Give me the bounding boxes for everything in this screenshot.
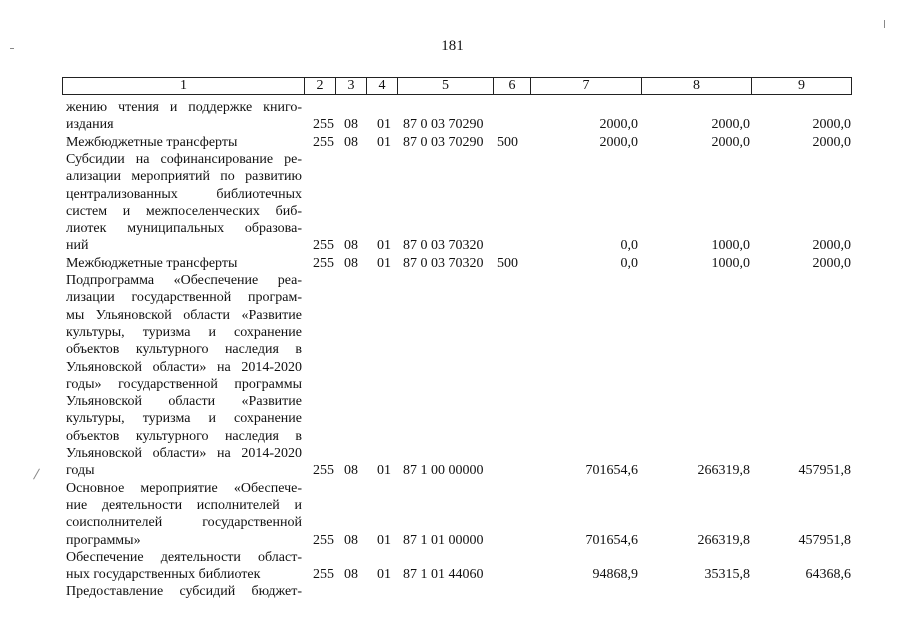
- cell-c9: 457951,8: [798, 463, 851, 479]
- row-description: объектов культурного наследия в: [66, 342, 302, 358]
- table-row: [0, 341, 905, 359]
- row-description: Подпрограмма «Обеспечение реа-: [66, 273, 302, 288]
- table-row: [0, 324, 905, 342]
- row-description: культуры, туризма и сохранение: [66, 411, 302, 427]
- scan-artifact: [884, 20, 885, 28]
- row-description: Межбюджетные трансферты: [66, 134, 238, 150]
- row-description: систем и межпоселенческих биб-: [66, 203, 302, 219]
- table-header: [62, 77, 852, 95]
- header-cell-1: 1: [63, 78, 305, 94]
- cell-c3: 08: [344, 532, 358, 548]
- cell-c8: 2000,0: [711, 134, 750, 150]
- cell-c2: 255: [313, 117, 334, 133]
- table-row: [0, 307, 905, 325]
- row-description: культуры, туризма и сохранение: [66, 324, 302, 340]
- table-row: [0, 376, 905, 394]
- header-cell-2: 2: [305, 78, 336, 94]
- cell-c5: 87 0 03 70320: [403, 255, 484, 271]
- cell-c5: 87 1 01 00000: [403, 532, 484, 548]
- cell-c7: 0,0: [620, 238, 638, 254]
- cell-c2: 255: [313, 255, 334, 271]
- row-description: ние деятельности исполнителей и: [66, 497, 302, 513]
- row-description: Субсидии на софинансирование ре-: [66, 151, 302, 167]
- cell-c5: 87 0 03 70290: [403, 117, 484, 133]
- row-description: ных государственных библиотек: [66, 567, 261, 583]
- table-row: [0, 480, 905, 498]
- table-row: [0, 116, 905, 134]
- cell-c3: 08: [344, 117, 358, 133]
- cell-c8: 266319,8: [697, 463, 750, 479]
- cell-c7: 2000,0: [599, 134, 638, 150]
- table-row: [0, 99, 905, 117]
- cell-c9: 64368,6: [805, 567, 851, 583]
- cell-c7: 94868,9: [592, 567, 638, 583]
- cell-c3: 08: [344, 567, 358, 583]
- cell-c8: 1000,0: [711, 238, 750, 254]
- row-description: Основное мероприятие «Обеспече-: [66, 480, 302, 496]
- page-number: 181: [441, 38, 464, 54]
- cell-c7: 0,0: [620, 255, 638, 271]
- row-description: ний: [66, 238, 89, 254]
- cell-c2: 255: [313, 567, 334, 583]
- cell-c8: 2000,0: [711, 117, 750, 133]
- table-row: [0, 462, 905, 480]
- cell-c3: 08: [344, 255, 358, 271]
- row-description: Межбюджетные трансферты: [66, 255, 238, 271]
- row-description: соисполнителей государственной: [66, 515, 302, 531]
- table-row: [0, 203, 905, 221]
- table-row: [0, 393, 905, 411]
- scan-artifact: [10, 48, 14, 49]
- table-row: [0, 186, 905, 204]
- table-row: [0, 168, 905, 186]
- table-row: [0, 134, 905, 152]
- table-row: [0, 445, 905, 463]
- row-description: централизованных библиотечных: [66, 186, 302, 202]
- header-cell-3: 3: [336, 78, 367, 94]
- cell-c5: 87 1 00 00000: [403, 463, 484, 479]
- table-row: [0, 410, 905, 428]
- cell-c7: 701654,6: [585, 532, 638, 548]
- cell-c8: 35315,8: [704, 567, 750, 583]
- table-row: [0, 237, 905, 255]
- table-row: [0, 583, 905, 601]
- table-row: [0, 514, 905, 532]
- header-cell-6: 6: [494, 78, 531, 94]
- row-description: Предоставление субсидий бюджет-: [66, 584, 302, 600]
- cell-c9: 2000,0: [812, 255, 851, 271]
- cell-c4: 01: [377, 117, 391, 133]
- cell-c2: 255: [313, 463, 334, 479]
- table-row: [0, 359, 905, 377]
- cell-c4: 01: [377, 463, 391, 479]
- cell-c7: 2000,0: [599, 117, 638, 133]
- cell-c3: 08: [344, 463, 358, 479]
- cell-c8: 1000,0: [711, 255, 750, 271]
- cell-c4: 01: [377, 532, 391, 548]
- row-description: программы»: [66, 532, 141, 548]
- row-description: Ульяновской области» на 2014-2020: [66, 359, 302, 375]
- cell-c5: 87 0 03 70290: [403, 134, 484, 150]
- row-description: ализации мероприятий по развитию: [66, 169, 302, 185]
- cell-c3: 08: [344, 134, 358, 150]
- cell-c7: 701654,6: [585, 463, 638, 479]
- cell-c2: 255: [313, 134, 334, 150]
- table-row: [0, 255, 905, 273]
- cell-c4: 01: [377, 134, 391, 150]
- table-row: [0, 428, 905, 446]
- cell-c2: 255: [313, 532, 334, 548]
- cell-c2: 255: [313, 238, 334, 254]
- row-description: Ульяновской области» на 2014-2020: [66, 446, 302, 461]
- header-cell-7: 7: [531, 78, 642, 94]
- table-row: [0, 566, 905, 584]
- cell-c9: 2000,0: [812, 238, 851, 254]
- row-description: издания: [66, 117, 114, 133]
- table-row: [0, 272, 905, 290]
- cell-c9: 2000,0: [812, 134, 851, 150]
- table-row: [0, 532, 905, 550]
- table-row: [0, 289, 905, 307]
- header-cell-9: 9: [798, 78, 805, 93]
- cell-c9: 457951,8: [798, 532, 851, 548]
- cell-c6: 500: [497, 255, 518, 271]
- header-cell-4: 4: [367, 78, 398, 94]
- table-row: [0, 549, 905, 567]
- cell-c5: 87 0 03 70320: [403, 238, 484, 254]
- table-row: [0, 497, 905, 515]
- row-description: объектов культурного наследия в: [66, 428, 302, 444]
- row-description: годы» государственной программы: [66, 376, 302, 392]
- row-description: годы: [66, 463, 95, 479]
- cell-c4: 01: [377, 567, 391, 583]
- cell-c4: 01: [377, 255, 391, 271]
- cell-c4: 01: [377, 238, 391, 254]
- row-description: мы Ульяновской области «Развитие: [66, 307, 302, 323]
- row-description: лиотек муниципальных образова-: [66, 221, 302, 237]
- cell-c3: 08: [344, 238, 358, 254]
- header-cell-5: 5: [398, 78, 494, 94]
- cell-c8: 266319,8: [697, 532, 750, 548]
- cell-c9: 2000,0: [812, 117, 851, 133]
- header-cell-8: 8: [642, 78, 752, 94]
- table-row: [0, 220, 905, 238]
- row-description: Ульяновской области «Развитие: [66, 394, 302, 410]
- cell-c5: 87 1 01 44060: [403, 567, 484, 583]
- cell-c6: 500: [497, 134, 518, 150]
- table-row: [0, 151, 905, 169]
- row-description: жению чтения и поддержке книго-: [66, 100, 302, 115]
- row-description: лизации государственной програм-: [66, 290, 302, 306]
- row-description: Обеспечение деятельности област-: [66, 549, 302, 565]
